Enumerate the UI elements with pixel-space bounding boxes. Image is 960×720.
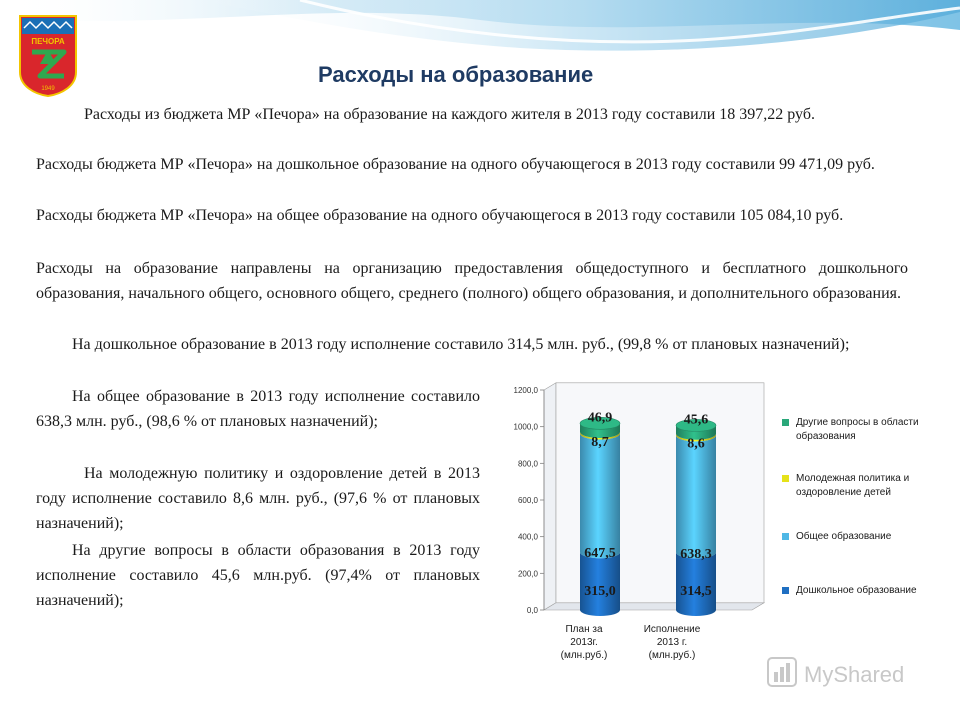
paragraph-spending-per-resident: Расходы из бюджета МР «Печора» на образование на каждого жителя в 2013 году составили 18 397,22 руб.: [84, 106, 815, 123]
legend-label: Другие вопросы в области образования: [796, 417, 919, 442]
chart-floor: [544, 603, 764, 610]
bar-data-label: 314,5: [680, 584, 712, 600]
x-category-label: План за: [565, 624, 603, 635]
bar-data-label: 647,5: [584, 545, 616, 561]
education-spending-chart: [484, 378, 770, 668]
paragraph-preschool-per-student: Расходы бюджета МР «Печора» на дошкольное образование на одного обучающегося в 2013 году составили 99 471,09 руб.: [36, 156, 875, 173]
myshared-watermark: [766, 656, 926, 692]
bar-segment: [580, 434, 620, 559]
watermark-text: MyShared: [804, 662, 905, 687]
x-category-label: (млн.руб.): [648, 650, 696, 661]
x-category-label: 2013 г.: [656, 637, 688, 648]
paragraph-preschool-execution: На дошкольное образование в 2013 году исполнение составило 314,5 млн. руб., (99,8 % от плановых назначений);: [72, 336, 850, 353]
y-tick-label: 0,0: [526, 606, 538, 615]
y-tick-label: 1200,0: [513, 386, 538, 395]
bar-data-label: 46,9: [587, 410, 613, 426]
paragraph-general-execution: На общее образование в 2013 году исполнение составило 638,3 млн. руб., (98,6 % от плановых назначений);: [36, 388, 480, 430]
y-tick-label: 200,0: [517, 569, 538, 579]
legend-label: Молодежная политика и оздоровление детей: [796, 473, 910, 498]
x-category-label: 2013г.: [570, 637, 598, 648]
legend-label: Общее образование: [796, 531, 892, 542]
x-category-label: (млн.руб.): [560, 650, 608, 661]
bar-data-label: 638,3: [680, 546, 712, 562]
bar-data-label: 315,0: [584, 584, 616, 600]
pechora-coat-of-arms-icon: [18, 14, 78, 98]
legend-swatch: [782, 533, 789, 540]
y-tick-label: 800,0: [517, 459, 538, 469]
bar-data-label: 8,6: [687, 436, 705, 452]
legend-swatch: [782, 419, 789, 426]
paragraph-spending-purpose: Расходы на образование направлены на организацию предоставления общедоступного и бесплатного дошкольного образования, начального общего, основного общего, среднего (полного) общего образования, и дополнительного образования.: [36, 260, 908, 302]
x-category-label: Исполнение: [643, 624, 701, 635]
emblem-year: 1949: [41, 86, 55, 92]
bar-segment: [676, 435, 716, 558]
paragraph-other-execution: На другие вопросы в области образования в 2013 году исполнение составило 45,6 млн.руб. (97,4% от плановых назначений);: [36, 542, 480, 609]
emblem-text: ПЕЧОРА: [31, 37, 65, 46]
chart-side-wall: [544, 383, 556, 610]
legend-swatch: [782, 475, 789, 482]
y-tick-label: 400,0: [517, 532, 538, 542]
y-tick-label: 1000,0: [513, 422, 538, 432]
page-title: Расходы на образование: [318, 62, 594, 87]
legend-label: Дошкольное образование: [796, 585, 917, 596]
legend-swatch: [782, 587, 789, 594]
y-tick-label: 600,0: [517, 496, 538, 505]
paragraph-general-per-student: Расходы бюджета МР «Печора» на общее образование на одного обучающегося в 2013 году составили 105 084,10 руб.: [36, 207, 844, 224]
paragraph-youth-execution: На молодежную политику и оздоровление детей в 2013 году исполнение составило 8,6 млн. руб., (97,6 % от плановых назначений);: [36, 465, 480, 532]
bar-data-label: 45,6: [683, 412, 709, 428]
bar-data-label: 8,7: [591, 434, 609, 450]
